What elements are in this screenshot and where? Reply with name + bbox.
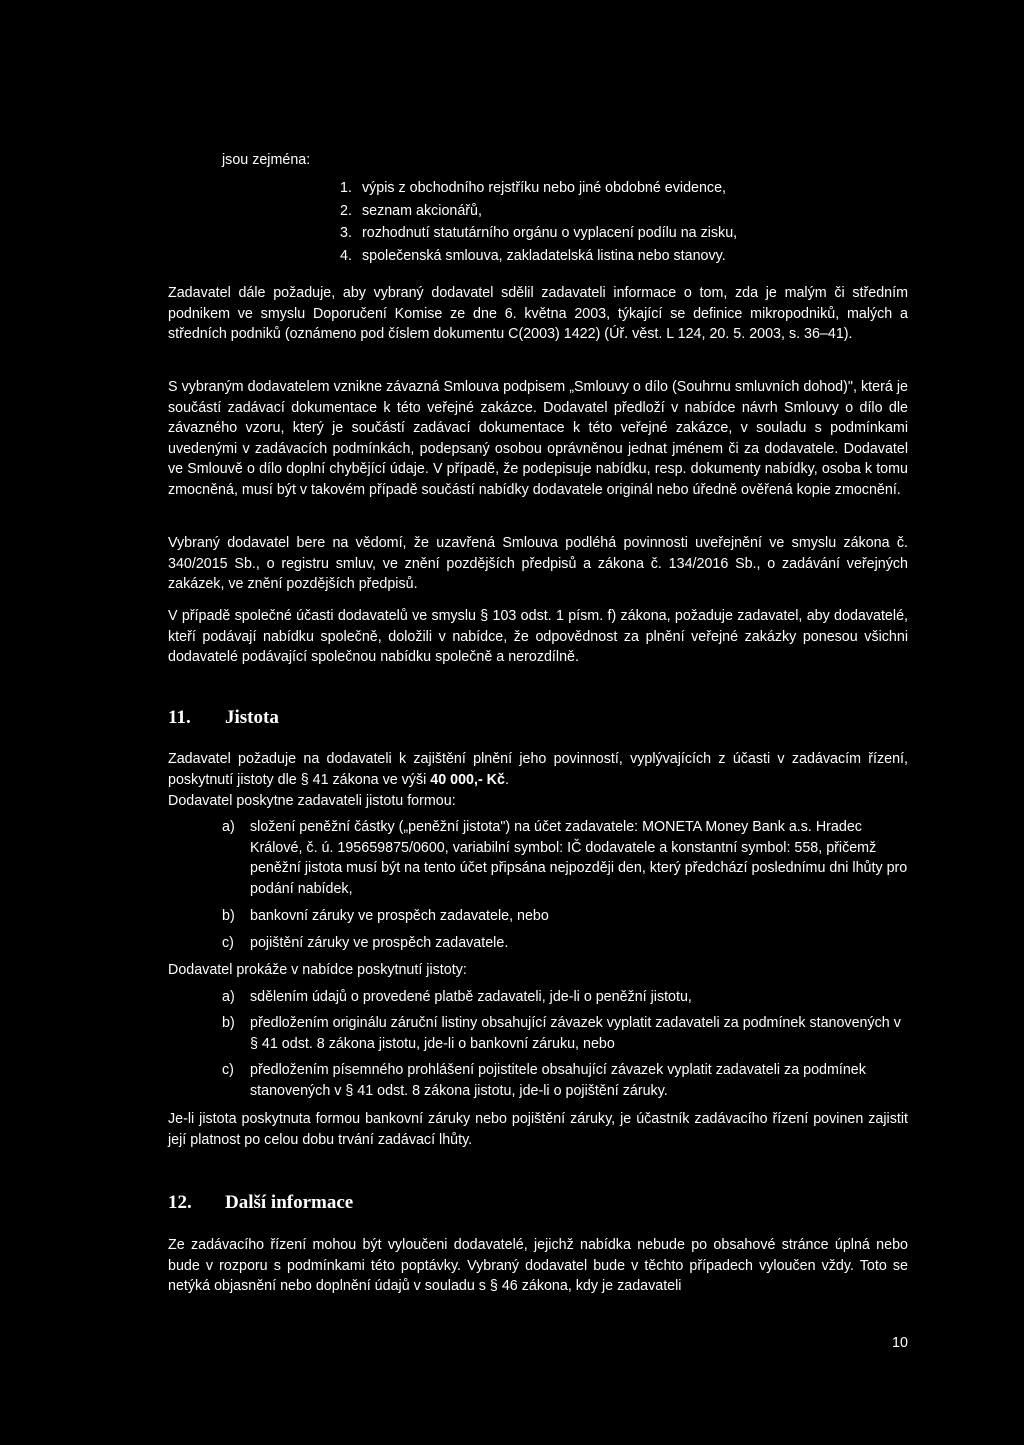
guarantee-requirement-text: Zadavatel požaduje na dodavateli k zajištění plnění jeho povinností, vyplývajících z účasti v zadávacím řízení, poskytnutí jistoty dle § 41 zákona ve výši — [168, 751, 908, 788]
guarantee-proof-intro: Dodavatel prokáže v nabídce poskytnutí jistoty: — [168, 962, 467, 978]
list-item — [222, 1060, 910, 1104]
section-12-number: 12. — [168, 1192, 192, 1213]
list-item — [222, 906, 910, 933]
section-11-heading — [168, 706, 279, 730]
list-item-number: 4. — [340, 247, 352, 264]
list-item-letter: b) — [222, 1015, 235, 1031]
list-item-letter: c) — [222, 1062, 234, 1078]
list-item-letter: c) — [222, 935, 234, 951]
exclusion-paragraph: Ze zadávacího řízení mohou být vyloučeni dodavatelé, jejichž nabídka nebude po obsahové stránce úplná nebo bude v rozporu s podmínkami této poptávky. Vybraný dodavatel bude v těchto případech vyloučen vždy. Toto se netýká objasnění nebo doplnění údajů v souladu s § 46 zákona, kdy je zadavateli — [168, 1237, 908, 1294]
list-item — [222, 987, 910, 1013]
section-11-number: 11. — [168, 707, 191, 728]
guarantee-proof-list — [222, 987, 910, 1104]
list-item — [222, 817, 910, 906]
list-item-text: předložením písemného prohlášení pojistitele obsahující závazek vyplatit zadavateli za podmínek stanovených v § 41 odst. 8 zákona jistotu, jde-li o pojištění záruky. — [250, 1062, 866, 1099]
list-item-text: složení peněžní částky („peněžní jistota") na účet zadavatele: MONETA Money Bank a.s. Hradec Králové, č. ú. 195659875/0600, variabilní symbol: IČ dodavatele a konstantní symbol: 558, přičemž peněžní jistota musí být na tento účet připsána nejpozději den, který předchází poslednímu dni lhůty pro podání nabídek, — [250, 819, 908, 897]
list-item — [340, 223, 737, 246]
list-item-letter: b) — [222, 908, 235, 924]
list-item-text: společenská smlouva, zakladatelská listina nebo stanovy. — [361, 247, 726, 264]
section-12-title: Další informace — [225, 1192, 354, 1213]
guarantee-amount: 40 000,- Kč — [430, 771, 505, 788]
list-item — [340, 178, 737, 201]
intro-text: jsou zejména: — [222, 152, 311, 168]
list-item — [340, 246, 737, 269]
list-item-number: 1. — [340, 180, 352, 196]
guarantee-forms-list — [222, 817, 910, 960]
guarantee-requirement-end: . — [504, 771, 509, 788]
joint-participation-paragraph: V případě společné účasti dodavatelů ve smyslu § 103 odst. 1 písm. f) zákona, požaduje zadavatel, aby dodavatelé, kteří podávají nabídku společně, doložili v nabídce, že odpovědnost za plnění veřejné zakázky ponesou všichni dodavatelé podávající společnou nabídku společně a nerozdílně. — [168, 608, 908, 665]
contract-paragraph: S vybraným dodavatelem vznikne závazná Smlouva podpisem „Smlouvy o dílo (Souhrnu smluvních dohod)", která je součástí zadávací dokumentace k této veřejné zakázce. Dodavatel předloží v nabídce návrh Smlouvy o dílo dle závazného vzoru, který je součástí zadávací dokumentace k této veřejné zakázce, v souladu s podmínkami uvedenými v zadávacích podmínkách, podepsaný osobou oprávněnou jednat jménem či za dodavatele. Dodavatel ve Smlouvě o dílo doplní chybějící údaje. V případě, že podepisuje nabídku, resp. dokumenty nabídky, osoba k tomu zmocněná, musí být v takovém případě součástí nabídky dodavatele originál nebo úředně ověřená kopie zmocnění. — [168, 379, 908, 498]
publication-paragraph: Vybraný dodavatel bere na vědomí, že uzavřená Smlouva podléhá povinnosti uveřejnění ve smyslu zákona č. 340/2015 Sb., o registru smluv, ve znění pozdějších předpisů a zákona č. 134/2016 Sb., o zadávání veřejných zakázek, ve znění pozdějších předpisů. — [168, 535, 908, 592]
guarantee-requirement-paragraph — [168, 749, 908, 790]
list-item-letter: a) — [222, 989, 235, 1005]
list-item-number: 3. — [340, 225, 352, 241]
numbered-list — [340, 178, 737, 268]
list-item-text: seznam akcionářů, — [361, 202, 482, 219]
list-item-text: předložením originálu záruční listiny obsahující závazek vyplatit zadavateli za podmínek stanovených v § 41 odst. 8 zákona jistotu, jde-li o bankovní záruku, nebo — [250, 1015, 901, 1052]
sme-paragraph: Zadavatel dále požaduje, aby vybraný dodavatel sdělil zadavateli informace o tom, zda je malým či středním podnikem ve smyslu Doporučení Komise ze dne 6. května 2003, týkající se definice mikropodniků, malých a středních podniků (oznámeno pod číslem dokumentu C(2003) 1422) (Úř. věst. L 124, 20. 5. 2003, s. 36–41). — [168, 285, 908, 342]
list-item — [222, 933, 910, 960]
list-item-text: rozhodnutí statutárního orgánu o vyplacení podílu na zisku, — [361, 225, 738, 241]
list-item — [340, 201, 737, 224]
list-item — [222, 1013, 910, 1060]
list-item-number: 2. — [340, 202, 352, 219]
page-number: 10 — [892, 1335, 908, 1351]
guarantee-forms-intro: Dodavatel poskytne zadavateli jistotu formou: — [168, 793, 456, 809]
list-item-letter: a) — [222, 819, 235, 835]
section-11-title: Jistota — [225, 707, 279, 728]
section-12-heading — [168, 1191, 353, 1215]
list-item-text: výpis z obchodního rejstříku nebo jiné obdobné evidence, — [361, 180, 727, 196]
list-item-text: bankovní záruky ve prospěch zadavatele, nebo — [250, 908, 549, 924]
guarantee-validity-paragraph: Je-li jistota poskytnuta formou bankovní záruky nebo pojištění záruky, je účastník zadávacího řízení povinen zajistit její platnost po celou dobu trvání zadávací lhůty. — [168, 1111, 908, 1148]
list-item-text: sdělením údajů o provedené platbě zadavateli, jde-li o peněžní jistotu, — [250, 989, 692, 1005]
list-item-text: pojištění záruky ve prospěch zadavatele. — [250, 935, 509, 951]
